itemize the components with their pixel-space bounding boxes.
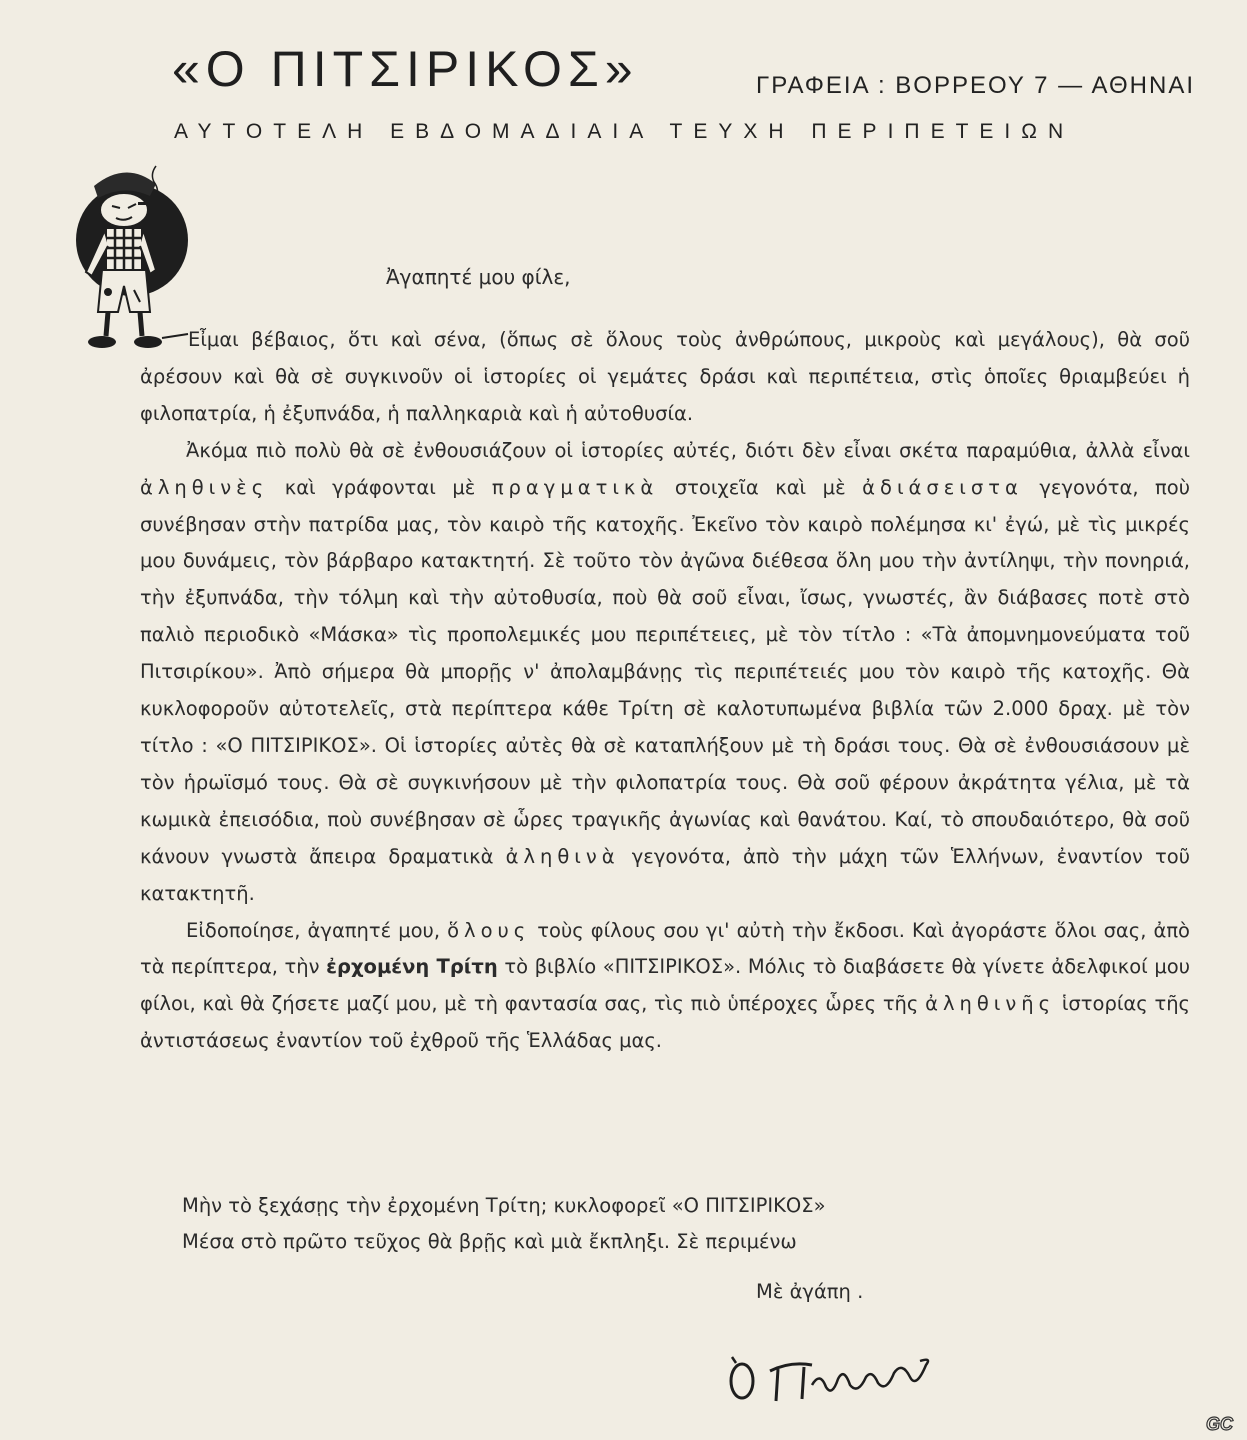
svg-text:GC: GC xyxy=(1206,1414,1233,1434)
magazine-title: «Ο ΠΙΤΣΙΡΙΚΟΣ» xyxy=(172,41,639,97)
sign-off: Μὲ ἀγάπη . xyxy=(756,1280,864,1303)
letter-greeting: Ἀγαπητέ μου φίλε, xyxy=(386,265,571,289)
paragraph-2: Ἀκόμα πιὸ πολὺ θὰ σὲ ἐνθουσιάζουν οἱ ἱστορίες αὐτές, διότι δὲν εἶναι σκέτα παραμύθια, ἀλλὰ εἶναι ἀληθινὲς καὶ γράφονται μὲ πραγματικὰ στοιχεῖα καὶ μὲ ἀδιάσειστα γεγονότα, ποὺ συνέβησαν στὴν πατρίδα μας, τὸν καιρὸ τῆς κατοχῆς. Ἐκεῖνο τὸν καιρὸ πολέμησα κι' ἐγώ, μὲ τὶς μικρές μου δυνάμεις, τὸν βάρβαρο κατακτητή. Σὲ τοῦτο τὸν ἀγῶνα διέθεσα ὅλη μου τὴν ἀντίληψι, τὴν πονηριά, τὴν ἐξυπνάδα, τὴν τόλμη καὶ τὴν αὐτοθυσία, ποὺ θὰ σοῦ εἶναι, ἴσως, γνωστές, ἂν διάβασες ποτὲ στὸ παλιὸ περιοδικὸ «Μάσκα» τὶς προπολεμικές μου περιπέτειες, μὲ τὸν τίτλο : «Τὰ ἀπομνημονεύματα τοῦ Πιτσιρίκου». Ἀπὸ σήμερα θὰ μπορῇς ν' ἀπολαμβάνῃς τὶς περιπέτειές μου τὸν καιρὸ τῆς κατοχῆς. Θὰ κυκλοφοροῦν αὐτοτελεῖς, στὰ περίπτερα κάθε Τρίτη σὲ καλοτυπωμένα βιβλία τῶν 2.000 δραχ. μὲ τὸν τίτλο : «Ο ΠΙΤΣΙΡΙΚΟΣ». Οἱ ἱστορίες αὐτὲς θὰ σὲ καταπλήξουν μὲ τὴ δράσι τους. Θὰ σὲ ἐνθουσιάσουν μὲ τὸν ἡρωϊσμό τους. Θὰ σὲ συγκινήσουν μὲ τὴν φιλοπατρία τους. Θὰ σοῦ φέρουν ἀκράτητα γέλια, μὲ τὰ κωμικὰ ἐπεισόδια, ποὺ συνέβησαν σὲ ὧρες τραγικῆς ἀγωνίας καὶ θανάτου. Καί, τὸ σπουδαιότερο, θὰ σοῦ κάνουν γνωστὰ ἄπειρα δραματικὰ ἀληθινὰ γεγονότα, ἀπὸ τὴν μάχη τῶν Ἑλλήνων, ἐναντίον τοῦ κατακτητῆ. xyxy=(140,438,1191,905)
letter-body xyxy=(140,322,1190,1060)
emphasis-next-tuesday: ἐρχομένη Τρίτη xyxy=(326,955,498,979)
paragraph-3: Εἰδοποίησε, ἀγαπητέ μου, ὅλους τοὺς φίλους σου γι' αὐτὴ τὴν ἔκδοσι. Καὶ ἀγοράστε ὅλοι σας, ἀπὸ τὰ περίπτερα, τὴν ἐρχομένη Τρίτη τὸ βιβλίο «ΠΙΤΣΙΡΙΚΟΣ». Μόλις τὸ διαβάσετε θὰ γίνετε ἀδελφικοί μου φίλοι, καὶ θὰ ζήσετε μαζί μου, μὲ τὴ φαντασία σας, τὶς πιὸ ὑπέροχες ὧρες τῆς ἀληθινῆς ἱστορίας τῆς ἀντιστάσεως ἐναντίον τοῦ ἐχθροῦ τῆς Ἑλλάδας μας. xyxy=(140,918,1190,1053)
handwritten-signature xyxy=(720,1335,950,1415)
magazine-subtitle: ΑΥΤΟΤΕΛΗ ΕΒΔΟΜΑΔΙΑΙΑ ΤΕΥΧΗ ΠΕΡΙΠΕΤΕΙΩΝ xyxy=(174,120,1075,143)
letter-closing xyxy=(182,1188,826,1260)
office-address: ΓΡΑΦΕΙΑ : ΒΟΡΡΕΟΥ 7 — ΑΘΗΝΑΙ xyxy=(756,72,1195,99)
closing-line-2: Μέσα στὸ πρῶτο τεῦχος θὰ βρῇς καὶ μιὰ ἔκπληξι. Σὲ περιμένω xyxy=(182,1230,797,1253)
paragraph-1: Εἶμαι βέβαιος, ὅτι καὶ σένα, (ὅπως σὲ ὅλους τοὺς ἀνθρώπους, μικροὺς καὶ μεγάλους), θὰ σοῦ ἀρέσουν καὶ θὰ σὲ συγκινοῦν οἱ ἱστορίες οἱ γεμάτες δράσι καὶ περιπέτεια, στὶς ὁποῖες θριαμβεύει ἡ φιλοπατρία, ἡ ἐξυπνάδα, ἡ παλληκαριὰ καὶ ἡ αὐτοθυσία. xyxy=(140,328,1190,425)
closing-line-1: Μὴν τὸ ξεχάσῃς τὴν ἐρχομένη Τρίτη; κυκλοφορεῖ «Ο ΠΙΤΣΙΡΙΚΟΣ» xyxy=(182,1194,826,1217)
gc-watermark-logo xyxy=(1204,1412,1240,1434)
